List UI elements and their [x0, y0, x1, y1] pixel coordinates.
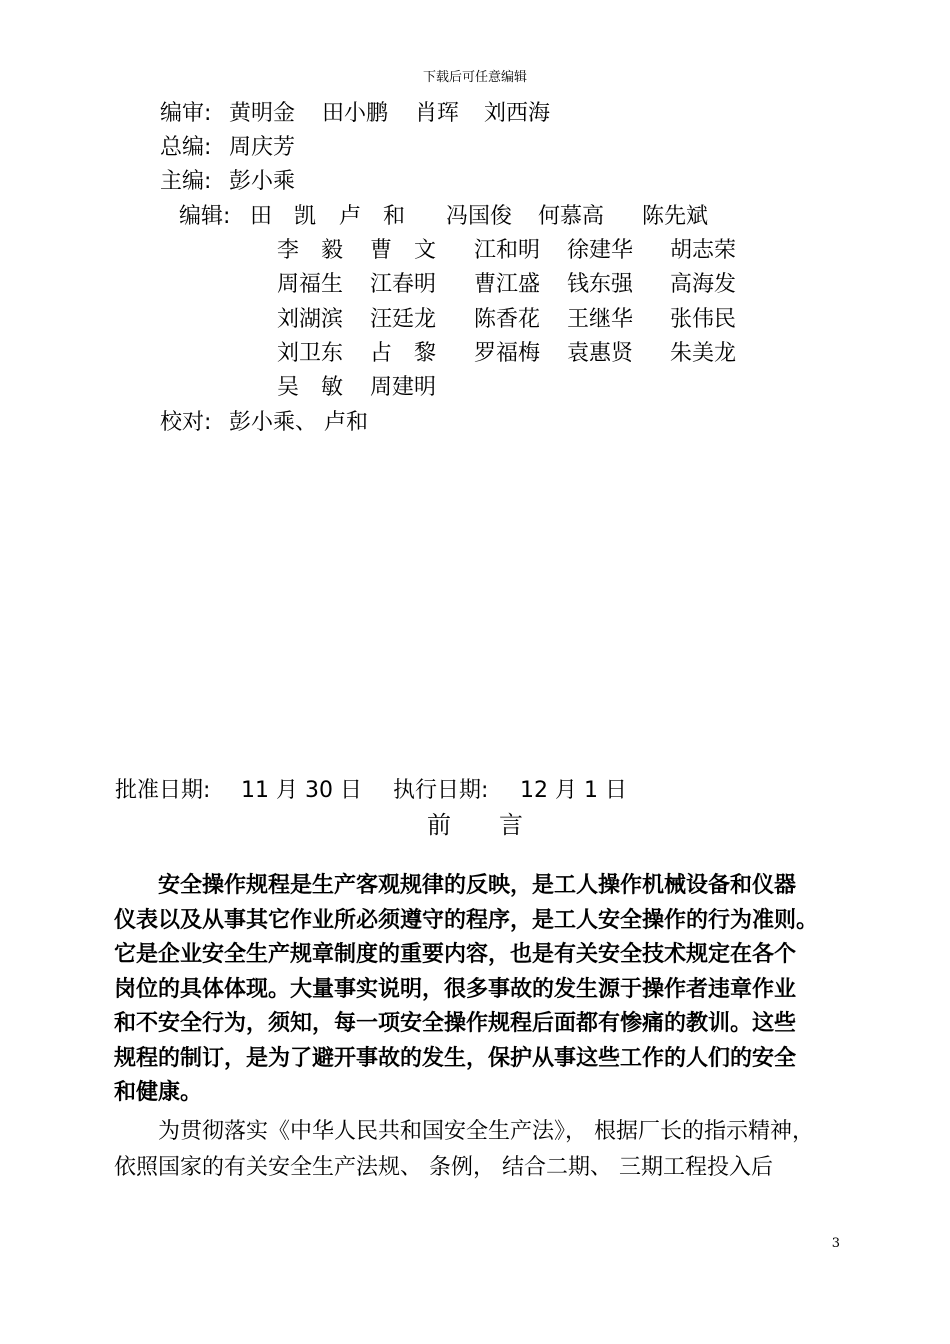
- editor-name: 曹 文: [370, 238, 437, 263]
- editor-name: 周福生: [277, 272, 344, 297]
- reviewer-name: 黄明金: [229, 101, 296, 126]
- editors-line-1: [179, 202, 779, 232]
- proofreader-line: [160, 408, 560, 438]
- editor-name: 刘卫东: [277, 341, 344, 366]
- editor-name: 卢 和: [339, 204, 406, 229]
- header-note: 下载后可任意编辑: [422, 70, 527, 85]
- preface-title: 前 言: [427, 811, 523, 839]
- editor-name: 王继华: [567, 307, 634, 332]
- editors-label: 编辑:: [179, 204, 231, 229]
- dates-line: [115, 776, 675, 806]
- editor-name: 汪廷龙: [370, 307, 437, 332]
- reviewers-label: 编审:: [160, 101, 212, 126]
- editors-line-6: [277, 373, 577, 403]
- editors-line-4: [277, 305, 797, 335]
- editor-name: 吴 敏: [277, 375, 344, 400]
- main-editor-line: [160, 167, 460, 197]
- chief-editor-name: 周庆芳: [229, 135, 296, 160]
- paragraph-line: 它是企业安全生产规章制度的重要内容，也是有关安全技术规定在各个: [114, 942, 797, 967]
- reviewers-line: [160, 99, 760, 129]
- reviewer-name: 肖珲: [415, 101, 460, 126]
- execution-date-label: 执行日期:: [393, 778, 489, 803]
- editor-name: 何慕高: [538, 204, 605, 229]
- chief-editor-line: [160, 133, 460, 163]
- main-editor-name: 彭小乘: [229, 169, 296, 194]
- editor-name: 江和明: [474, 238, 541, 263]
- paragraph-line: 仪表以及从事其它作业所必须遵守的程序，是工人安全操作的行为准则。: [114, 907, 819, 933]
- editors-line-3: [277, 270, 797, 300]
- approval-date-label: 批准日期:: [115, 778, 211, 803]
- paragraph-line: 为贯彻落实《中华人民共和国安全生产法》， 根据厂长的指示精神，: [114, 1119, 814, 1144]
- preface-paragraph-2: [114, 1114, 854, 1186]
- paragraph-line: 岗位的具体体现。大量事实说明，很多事故的发生源于操作者违章作业: [114, 976, 797, 1002]
- editor-name: 江春明: [370, 272, 437, 297]
- editor-name: 曹江盛: [474, 272, 541, 297]
- editor-name: 李 毅: [277, 238, 344, 263]
- paragraph-line: 和不安全行为，须知，每一项安全操作规程后面都有惨痛的教训。这些: [114, 1011, 797, 1036]
- editor-name: 陈先斌: [642, 204, 709, 229]
- proofreader-label: 校对:: [160, 410, 212, 435]
- page-number: 3: [831, 1236, 840, 1251]
- chief-editor-label: 总编:: [160, 135, 212, 160]
- main-editor-label: 主编:: [160, 169, 212, 194]
- paragraph-line: 安全操作规程是生产客观规律的反映，是工人操作机械设备和仪器: [114, 873, 797, 898]
- execution-date: 12 月 1 日: [520, 778, 627, 803]
- reviewer-name: 田小鹏: [322, 101, 389, 126]
- editor-name: 周建明: [370, 375, 437, 400]
- editors-line-5: [277, 339, 797, 369]
- paragraph-line: 和健康。: [114, 1080, 203, 1105]
- editor-name: 胡志荣: [670, 238, 737, 263]
- editor-name: 徐建华: [567, 238, 634, 263]
- editor-name: 张伟民: [670, 307, 737, 332]
- editor-name: 田 凯: [250, 204, 317, 229]
- reviewer-name: 刘西海: [484, 101, 551, 126]
- preface-paragraph-1: [114, 869, 854, 1111]
- editors-line-2: [277, 236, 797, 266]
- approval-date: 11 月 30 日: [241, 778, 362, 803]
- editor-name: 冯国俊: [446, 204, 513, 229]
- editor-name: 陈香花: [474, 307, 541, 332]
- editor-name: 刘湖滨: [277, 307, 344, 332]
- editor-name: 占 黎: [370, 341, 437, 366]
- editor-name: 罗福梅: [474, 341, 541, 366]
- editor-name: 钱东强: [567, 272, 634, 297]
- proofreader-names: 彭小乘、 卢和: [229, 410, 368, 435]
- paragraph-line: 依照国家的有关安全生产法规、 条例， 结合二期、 三期工程投入后: [114, 1155, 773, 1180]
- paragraph-line: 规程的制订，是为了避开事故的发生，保护从事这些工作的人们的安全: [114, 1045, 797, 1071]
- editor-name: 袁惠贤: [567, 341, 634, 366]
- editor-name: 高海发: [670, 272, 737, 297]
- editor-name: 朱美龙: [670, 341, 737, 366]
